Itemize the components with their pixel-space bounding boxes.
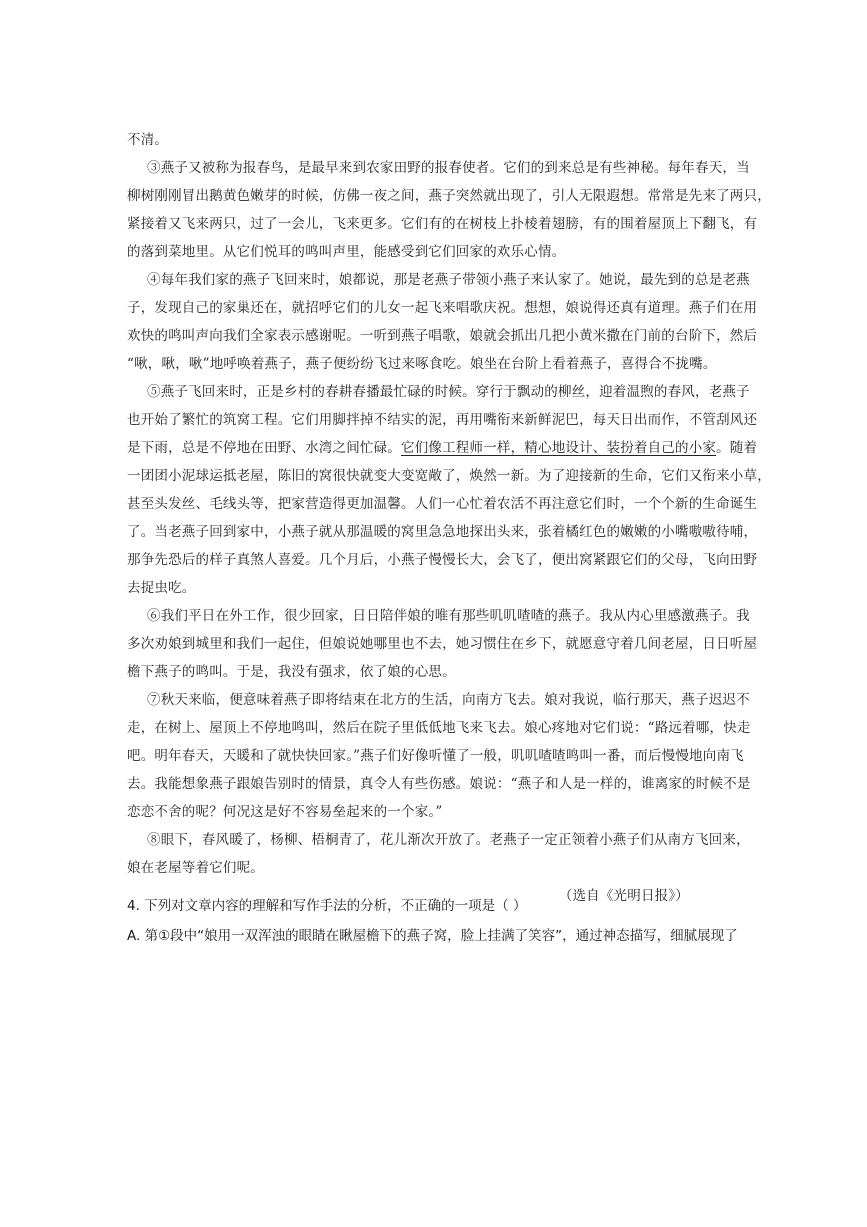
- passage-line: 了。当老燕子回到家中，小燕子就从那温暖的窝里急急地探出头来，张着橘红色的嫩嫩的小嘴嗷嗷待哺，: [127, 524, 758, 540]
- passage-line: ③燕子又被称为报春鸟，是最早来到农家田野的报春使者。它们的到来总是有些神秘。每年春天，当: [147, 160, 750, 176]
- paragraph-4: [127, 266, 758, 378]
- passage-line: 恋恋不舍的呢？何况这是好不容易垒起来的一个家。”: [127, 804, 443, 820]
- paragraph-5: [127, 378, 771, 602]
- passage-line: 娘在老屋等着它们呢。: [127, 860, 264, 876]
- text-segment: 。随着: [716, 440, 758, 456]
- text-segment: 是下雨，总是不停地在田野、水湾之间忙碌。: [127, 440, 401, 456]
- passage-line: 欢快的鸣叫声向我们全家表示感谢呢。一听到燕子唱歌，娘就会抓出几把小黄米撒在门前的台阶下，然后: [127, 328, 758, 344]
- question-4: [127, 891, 738, 951]
- paragraph-6: [127, 602, 758, 686]
- passage-line: ⑦秋天来临，便意味着燕子即将结束在北方的生活，向南方飞去。娘对我说，临行那天，燕子迟迟不: [147, 692, 750, 708]
- passage-line: 也开始了繁忙的筑窝工程。它们用脚拌掉不结实的泥，再用嘴衔来新鲜泥巴，每天日出而作，不管刮风还: [127, 412, 758, 428]
- question-stem: 4. 下列对文章内容的理解和写作手法的分析，不正确的一项是（ ）: [127, 898, 527, 914]
- passage-line: 去捉虫吃。: [127, 580, 196, 596]
- passage-line: 甚至头发丝、毛线头等，把家营造得更加温馨。人们一心忙着农活不再注意它们时，一个个新的生命诞生: [127, 496, 758, 512]
- passage-line: ⑤燕子飞回来时，正是乡村的春耕春播最忙碌的时候。穿行于飘动的柳丝，迎着温煦的春风，老燕子: [147, 384, 750, 400]
- paragraph-7: [127, 686, 751, 826]
- underlined-sentence: 它们像工程师一样，精心地设计、装扮着自己的小家: [401, 440, 717, 456]
- passage-line: ⑥我们平日在外工作，很少回家，日日陪伴娘的唯有那些叽叽喳喳的燕子。我从内心里感激燕子。我: [147, 608, 750, 624]
- passage-line: 一团团小泥球运抵老屋，陈旧的窝很快就变大变宽敞了，焕然一新。为了迎接新的生命，它们又衔来小草，: [127, 468, 771, 484]
- passage-line: ④每年我们家的燕子飞回来时，娘都说，那是老燕子带领小燕子来认家了。她说，最先到的总是老燕: [147, 272, 750, 288]
- passage-line: ⑧眼下，春风暖了，杨柳、梧桐青了，花儿渐次开放了。老燕子一定正领着小燕子们从南方飞回来，: [147, 832, 750, 848]
- article-passage: [127, 126, 771, 910]
- paragraph-3: [127, 154, 771, 266]
- passage-line: 紧接着又飞来两只，过了一会儿，飞来更多。它们有的在树枝上扑棱着翅膀，有的围着屋顶上下翻飞，有: [127, 216, 758, 232]
- passage-line: 多次劝娘到城里和我们一起住，但娘说她哪里也不去，她习惯住在乡下，就愿意守着几间老屋，日日听屋: [127, 636, 758, 652]
- passage-line: 的落到菜地里。从它们悦耳的鸣叫声里，能感受到它们回家的欢乐心情。: [127, 244, 566, 260]
- passage-line: 去。我能想象燕子跟娘告别时的情景，真令人有些伤感。娘说：“燕子和人是一样的，谁离家的时候不是: [127, 776, 751, 792]
- passage-line: 吧。明年春天，天暖和了就快快回家。”燕子们好像听懂了一般，叽叽喳喳鸣叫一番，而后慢慢地向南飞: [127, 748, 744, 764]
- paragraph-8: [127, 826, 750, 882]
- passage-line: [127, 434, 758, 462]
- source-citation: （选自《光明日报》）: [558, 888, 689, 904]
- passage-line: 走，在树上、屋顶上不停地鸣叫，然后在院子里低低地飞来飞去。娘心疼地对它们说：“路远着哪，快走: [127, 720, 751, 736]
- passage-line: 柳树刚刚冒出鹅黄色嫩芽的时候，仿佛一夜之间，燕子突然就出现了，引人无限遐想。常常是先来了两只，: [127, 188, 771, 204]
- option-a: A. 第①段中“娘用一双浑浊的眼睛在瞅屋檐下的燕子窝，脸上挂满了笑容”，通过神态描写，细腻展现了: [127, 928, 738, 944]
- passage-line: 檐下燕子的鸣叫。于是，我没有强求，依了娘的心思。: [127, 664, 456, 680]
- passage-line: 子，发现自己的家巢还在，就招呼它们的儿女一起飞来唱歌庆祝。想想，娘说得还真有道理。燕子们在用: [127, 300, 758, 316]
- passage-line: “啾，啾，啾”地呼唤着燕子，燕子便纷纷飞过来啄食吃。娘坐在台阶上看着燕子，喜得合不拢嘴。: [127, 356, 717, 372]
- passage-line: 那争先恐后的样子真煞人喜爱。几个月后，小燕子慢慢长大，会飞了，便出窝紧跟它们的父母，飞向田野: [127, 552, 758, 568]
- passage-line: 不清。: [127, 132, 169, 148]
